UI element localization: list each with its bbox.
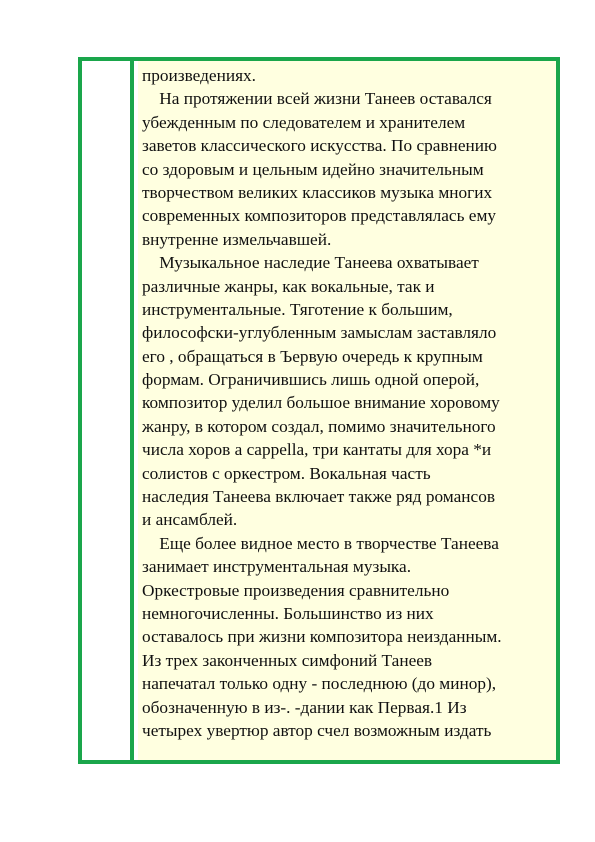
text-column [138,61,556,760]
text-line: инструментальные. Тяготение к большим, [142,299,453,319]
text-line: его , обращаться в Ъервую очередь к крупным [142,346,483,366]
text-line: напечатал только одну - последнюю (до минор), [142,674,497,694]
text-line: различные жанры, как вокальные, так и [142,276,435,296]
text-line: занимает инструментальная музыка. [142,557,412,577]
text-line: четырех увертюр автор счел возможным издать [142,720,492,740]
text-line: солистов с оркестром. Вокальная часть [142,463,431,483]
text-line: со здоровым и цельным идейно значительным [142,159,484,179]
text-line: немногочисленны. Большинство из них [142,603,434,623]
body-text [138,61,556,742]
text-line: числа хоров a cappella, три кантаты для хора *и [142,440,492,460]
text-line: творчеством великих классиков музыка многих [142,182,493,202]
text-line: обозначенную в из-. -дании как Первая.1 Из [142,697,467,717]
text-line: Еще более видное место в творчестве Танеева [142,533,499,553]
text-line: На протяжении всей жизни Танеев оставался [142,89,492,109]
text-line: Музыкальное наследие Танеева охватывает [142,253,479,273]
text-line: философски-углубленным замыслам заставляло [142,323,497,343]
text-line: внутренне измельчавшей. [142,229,332,249]
text-line: формам. Ограничившись лишь одной оперой, [142,370,480,390]
text-line: наследия Танеева включает также ряд романсов [142,487,495,507]
text-line: произведениях. [142,66,256,85]
page-frame [78,57,560,764]
text-line: Из трех законченных симфоний Танеев [142,650,433,670]
text-line: композитор уделил большое внимание хоровому [142,393,500,413]
text-line: Оркестровые произведения сравнительно [142,580,450,600]
text-line: заветов классического искусства. По сравнению [142,136,497,156]
text-line: и ансамблей. [142,510,238,530]
text-line: современных композиторов представлялась ему [142,206,497,226]
margin-column [82,61,134,760]
text-line: оставалось при жизни композитора неизданным. [142,627,502,647]
text-line: жанру, в котором создал, помимо значительного [142,416,496,436]
text-line: убежденным по следователем и хранителем [142,112,466,132]
